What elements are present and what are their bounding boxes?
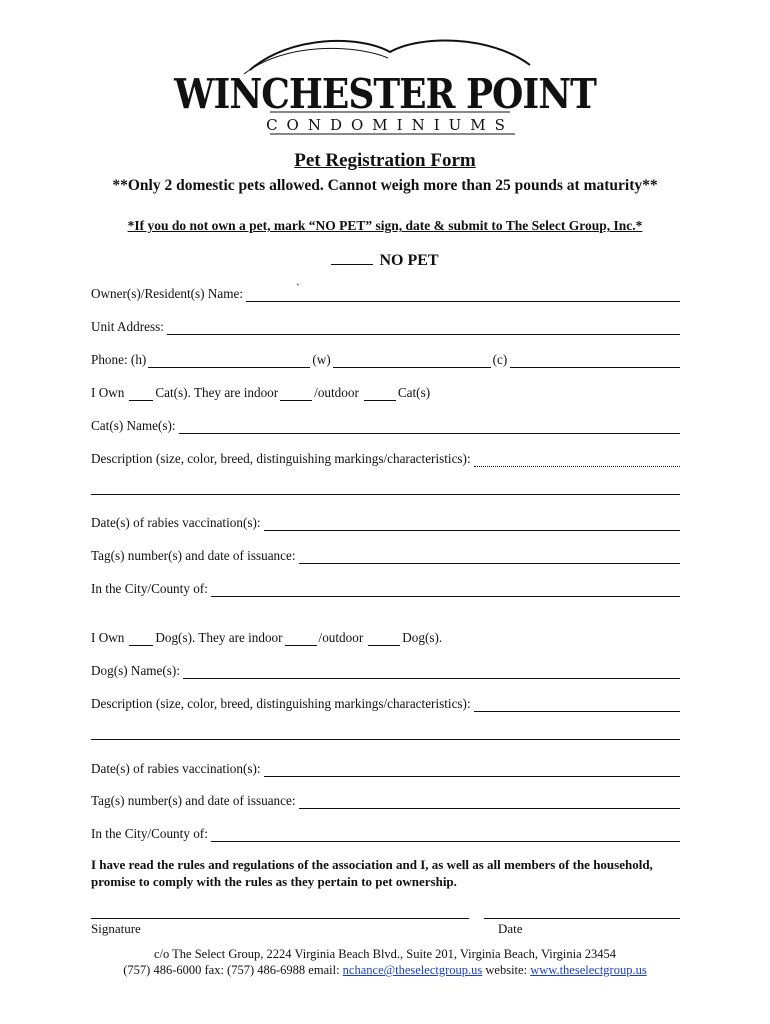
owner-name-label: Owner(s)/Resident(s) Name:: [91, 286, 243, 301]
cat-names-row: [91, 416, 680, 434]
cat-rabies-field[interactable]: [264, 517, 680, 531]
owner-name-field[interactable]: [246, 288, 680, 302]
dog-tag-field[interactable]: [299, 795, 680, 809]
phone-cell-label: (c): [492, 352, 508, 367]
footer-contact-prefix: (757) 486-6000 fax: (757) 486-6988 email:: [123, 963, 340, 977]
dog-outdoor-label: /outdoor: [318, 630, 364, 645]
dog-description-row: [91, 694, 680, 712]
cat-description-line-2[interactable]: [91, 494, 680, 495]
dog-suffix-label: Dog(s).: [402, 630, 443, 645]
dog-names-row: [91, 661, 680, 679]
cat-rabies-label: Date(s) of rabies vaccination(s):: [91, 515, 261, 530]
phone-home-label: Phone: (h): [91, 352, 147, 367]
footer-contact: [0, 963, 770, 978]
dog-indoor-label: Dog(s). They are indoor: [155, 630, 283, 645]
phone-row: [91, 350, 680, 368]
dog-count-field[interactable]: [129, 632, 153, 646]
unit-address-row: [91, 317, 680, 335]
dog-indoor-field[interactable]: [285, 632, 317, 646]
no-pet-label: NO PET: [379, 252, 439, 269]
svg-text:CONDOMINIUMS: CONDOMINIUMS: [266, 116, 514, 134]
dog-names-field[interactable]: [183, 665, 680, 679]
cat-outdoor-label: /outdoor: [314, 385, 359, 400]
cat-outdoor-field[interactable]: [364, 387, 396, 401]
cat-indoor-label: Cat(s). They are indoor: [155, 385, 279, 400]
footer-address: c/o The Select Group, 2224 Virginia Beach Blvd., Suite 201, Virginia Beach, Virginia 23454: [153, 947, 617, 961]
dog-description-label: Description (size, color, breed, distinguishing markings/characteristics):: [91, 696, 471, 711]
no-pet-blank[interactable]: [331, 250, 373, 265]
dog-rabies-row: [91, 759, 680, 777]
cat-city-label: In the City/County of:: [91, 581, 208, 596]
dog-description-line-2[interactable]: [91, 739, 680, 740]
email-link[interactable]: nchance@theselectgroup.us: [342, 963, 483, 977]
dog-names-label: Dog(s) Name(s):: [91, 663, 180, 678]
cat-own-label: I Own: [91, 385, 125, 400]
pet-limit-note: **Only 2 domestic pets allowed. Cannot weigh more than 25 pounds at maturity**: [112, 177, 658, 194]
unit-address-label: Unit Address:: [91, 319, 164, 334]
date-label: Date: [498, 921, 523, 936]
dog-city-field[interactable]: [211, 828, 680, 842]
dog-rabies-label: Date(s) of rabies vaccination(s):: [91, 761, 261, 776]
cat-description-row: [91, 449, 680, 467]
cat-names-field[interactable]: [179, 420, 680, 434]
cat-city-row: [91, 579, 680, 597]
website-link[interactable]: www.theselectgroup.us: [530, 963, 647, 977]
winchester-point-logo: [174, 30, 596, 140]
cat-tag-label: Tag(s) number(s) and date of issuance:: [91, 548, 296, 563]
cat-tag-field[interactable]: [299, 550, 680, 564]
dog-ownership-row: [91, 628, 442, 646]
unit-address-field[interactable]: [167, 321, 680, 335]
stray-mark: `: [296, 281, 300, 295]
dog-tag-label: Tag(s) number(s) and date of issuance:: [91, 793, 296, 808]
owner-name-row: [91, 284, 680, 302]
cat-names-label: Cat(s) Name(s):: [91, 418, 176, 433]
cat-tag-row: [91, 546, 680, 564]
affirmation-statement: I have read the rules and regulations of the association and I, as well as all members of the household, promise to comply with the rules as they pertain to pet ownership.: [91, 857, 653, 889]
phone-work-label: (w): [312, 352, 331, 367]
svg-text:WINCHESTER POINT: WINCHESTER POINT: [174, 70, 596, 119]
no-pet-instructions: *If you do not own a pet, mark “NO PET” sign, date & submit to The Select Group, Inc.*: [127, 218, 643, 233]
phone-home-field[interactable]: [148, 354, 310, 368]
cat-rabies-row: [91, 513, 680, 531]
dog-outdoor-field[interactable]: [368, 632, 400, 646]
dog-tag-row: [91, 791, 680, 809]
dog-city-label: In the City/County of:: [91, 826, 208, 841]
footer-website-prefix: website:: [485, 963, 528, 977]
cat-suffix-label: Cat(s): [397, 385, 431, 400]
cat-indoor-field[interactable]: [280, 387, 312, 401]
dog-description-field[interactable]: [474, 698, 680, 712]
cat-count-field[interactable]: [129, 387, 153, 401]
cat-city-field[interactable]: [211, 583, 680, 597]
cat-description-field[interactable]: [474, 453, 680, 467]
dog-rabies-field[interactable]: [264, 763, 680, 777]
dog-city-row: [91, 824, 680, 842]
signature-label: Signature: [91, 921, 141, 936]
signature-field[interactable]: [91, 918, 469, 919]
no-pet-option: [0, 250, 770, 270]
phone-cell-field[interactable]: [510, 354, 680, 368]
cat-ownership-row: [91, 383, 430, 401]
form-title: Pet Registration Form: [294, 150, 476, 171]
phone-work-field[interactable]: [333, 354, 491, 368]
date-field[interactable]: [484, 918, 680, 919]
dog-own-label: I Own: [91, 630, 125, 645]
cat-description-label: Description (size, color, breed, distinguishing markings/characteristics):: [91, 451, 471, 466]
